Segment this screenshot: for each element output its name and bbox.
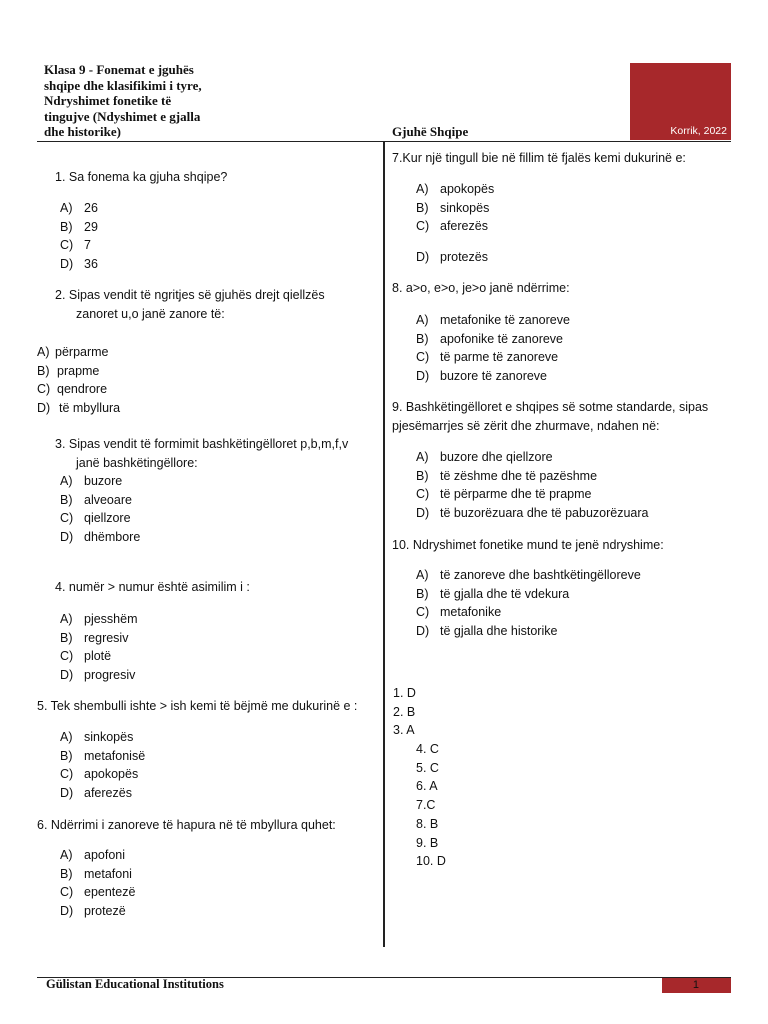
option-b: B) alveoare: [60, 492, 132, 507]
option-b: B) 29: [60, 219, 98, 234]
answer-item: 8. B: [416, 816, 439, 831]
answer-item: 5. C: [416, 760, 439, 775]
title-line: Klasa 9 - Fonemat e jguhës: [44, 62, 194, 77]
option-c: C) të parme të zanoreve: [416, 350, 559, 365]
answer-item: 1. D: [393, 686, 416, 700]
option-a: A) 26: [60, 201, 98, 215]
subject-label: Gjuhë Shqipe: [392, 124, 469, 139]
option-b: B) sinkopës: [416, 200, 490, 215]
question-prompt: 9. Bashkëtingëlloret e shqipes së sotme standarde, sipas pjesëmarrjes së zërit dhe zhurmave, ndahen në:: [392, 400, 709, 433]
question-prompt: 3. Sipas vendit të formimit bashkëtingëlloret p,b,m,f,v janë bashkëtingëllore:: [55, 437, 349, 470]
header-date-box: [630, 63, 731, 140]
option-b: B) prapme: [37, 363, 100, 378]
answer-key: [393, 684, 446, 871]
title-line: tingujve (Ndyshimet e gjalla: [44, 108, 201, 124]
option-c: C) të përparme dhe të prapme: [416, 487, 592, 502]
option-list: [416, 180, 494, 267]
title-line: shqipe dhe klasifikimi i tyre,: [44, 77, 202, 93]
answer-item: 9. B: [416, 835, 439, 850]
option-list: [416, 448, 648, 523]
answer-item: 2. B: [393, 704, 416, 719]
answer-item: 6. A: [416, 779, 438, 794]
option-b: B) të gjalla dhe të vdekura: [416, 586, 570, 601]
option-d: D) të buzorëzuara dhe të pabuzorëzuara: [416, 506, 649, 521]
option-a: A) pjesshëm: [60, 612, 138, 626]
option-list: [416, 566, 641, 641]
question-prompt: 2. Sipas vendit të ngritjes së gjuhës drejt qiellzës zanoret u,o janë zanore të:: [55, 288, 325, 321]
option-list: [37, 343, 120, 418]
option-d: D) të gjalla dhe historike: [416, 624, 558, 639]
column-divider: [383, 141, 385, 947]
option-list: [60, 199, 98, 274]
option-c: C) qendrore: [37, 382, 108, 397]
option-d: D) të mbyllura: [37, 401, 121, 416]
question-prompt: 4. numër > numur është asimilim i :: [55, 580, 250, 594]
page-number: 1: [692, 979, 699, 991]
option-b: B) apofonike të zanoreve: [416, 331, 564, 346]
answer-item: 7.C: [416, 798, 436, 813]
option-c: C) aferezës: [416, 219, 488, 234]
option-d: D) protezës: [416, 250, 488, 265]
option-a: A) buzore dhe qiellzore: [416, 450, 553, 464]
page-number-box: [662, 978, 731, 993]
question-prompt: 1. Sa fonema ka gjuha shqipe?: [55, 170, 228, 184]
title-line: dhe historike): [44, 124, 121, 139]
option-d: D) progresiv: [60, 668, 136, 683]
question-prompt: 5. Tek shembulli ishte > ish kemi të bëjmë me dukurinë e :: [37, 699, 358, 713]
option-a: A) buzore: [60, 474, 123, 488]
option-c: C) plotë: [60, 649, 112, 664]
option-a: A) të zanoreve dhe bashtkëtingëlloreve: [416, 568, 641, 582]
option-list: [60, 728, 145, 803]
answer-item: 4. C: [416, 742, 439, 757]
option-b: B) metafonisë: [60, 748, 146, 763]
answer-item: 3. A: [393, 723, 415, 738]
question-prompt: 8. a>o, e>o, je>o janë ndërrime:: [392, 281, 570, 295]
option-list: [60, 472, 140, 547]
option-c: C) 7: [60, 238, 91, 253]
question-prompt: 6. Ndërrimi i zanoreve të hapura në të mbyllura quhet:: [37, 818, 336, 832]
option-d: D) protezë: [60, 904, 126, 919]
option-b: B) të zëshme dhe të pazëshme: [416, 468, 598, 483]
option-list: [60, 846, 135, 921]
question-prompt: 10. Ndryshimet fonetike mund te jenë ndryshime:: [392, 538, 664, 552]
option-list: [416, 311, 570, 386]
date-label: Korrik, 2022: [670, 125, 727, 137]
option-d: D) aferezës: [60, 786, 132, 801]
option-c: C) apokopës: [60, 767, 139, 782]
option-b: B) metafoni: [60, 866, 132, 881]
answer-item: 10. D: [416, 854, 446, 869]
option-a: A) metafonike të zanoreve: [416, 313, 570, 327]
option-b: B) regresiv: [60, 630, 129, 645]
option-c: C) epentezë: [60, 885, 136, 900]
option-a: A) apokopës: [416, 182, 495, 196]
option-d: D) buzore të zanoreve: [416, 369, 548, 384]
option-c: C) qiellzore: [60, 511, 131, 526]
option-list: [60, 610, 138, 685]
question-prompt: 7.Kur një tingull bie në fillim të fjalës kemi dukurinë e:: [392, 151, 686, 165]
option-a: A) përparme: [37, 345, 109, 359]
option-d: D) dhëmbore: [60, 530, 141, 545]
footer-institution: Gülistan Educational Institutions: [46, 977, 224, 991]
title-line: Ndryshimet fonetike të: [44, 93, 172, 108]
option-c: C) metafonike: [416, 605, 502, 620]
option-a: A) sinkopës: [60, 730, 134, 744]
document-title: [44, 62, 244, 140]
option-d: D) 36: [60, 257, 98, 272]
option-a: A) apofoni: [60, 848, 126, 862]
